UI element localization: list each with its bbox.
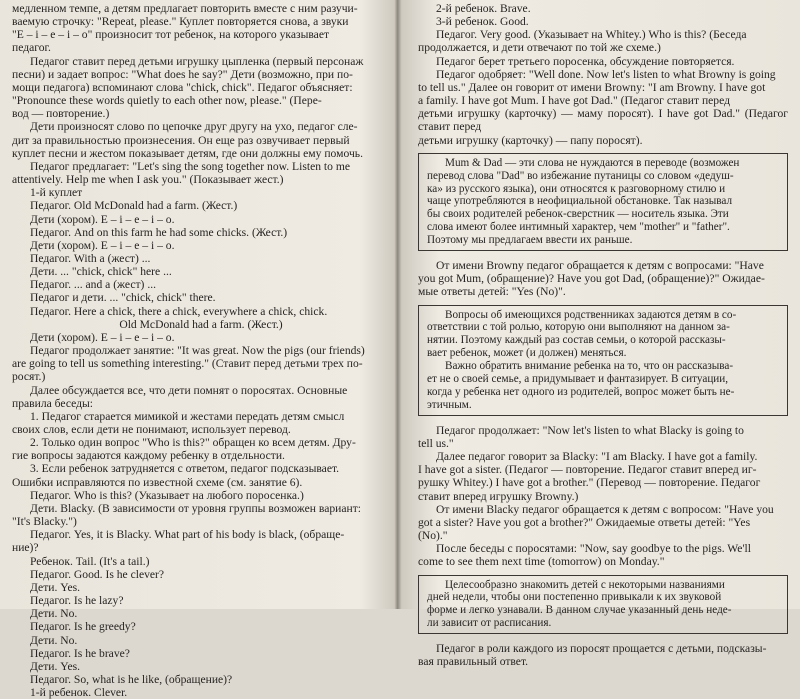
text-line: Педагог продолжает: "Now let's listen to what Blacky is going to [436, 423, 744, 437]
text-line: "Pronounce these words quietly to each other now, please." (Перe- [12, 94, 322, 108]
text-line: От имени Browny педагог обращается к детям с вопросами: "Have [436, 259, 764, 273]
note-line: ли зависит от расписания. [427, 617, 552, 630]
dialogue-line: Педагог. Yes, it is Blacky. What part of his body is black, (обраще- [30, 528, 345, 542]
text-line: Далее обсуждается все, что дети помнят о поросятах. Основные [30, 383, 348, 397]
text-line: педагог. [12, 41, 51, 55]
dialogue-line: "It's Blacky.") [12, 515, 77, 529]
note-line: форме и легко узнавали. В данном случае указанный день неде- [427, 604, 732, 617]
text-line: come to see them next time (tomorrow) on Monday." [418, 555, 665, 569]
text-line: мощи педагога) вспоминают слова "chick, chick". Педагог объясняет: [12, 80, 353, 94]
text-line: вод — повторение.) [12, 107, 110, 121]
note-line: нятии. Поэтому каждый раз состав семьи, о которой рассказы- [427, 334, 726, 347]
text-line: Педагог предлагает: "Let's sing the song together now. Listen to me [30, 159, 351, 173]
text-line: своих слов, если дети не понимают, использует перевод. [12, 423, 291, 436]
note-line: слова имеют более интимный характер, чем "mother" и "father". [427, 221, 730, 234]
text-line: Педагог продолжает занятие: "It was great. Now the pigs (our friends) [30, 344, 365, 358]
text-line: детьми игрушку (карточку) — папу поросят). [418, 133, 643, 147]
right-page [418, 2, 788, 669]
dialogue-line: 2-й ребенок. Brave. [436, 2, 531, 15]
dialogue-line: Old McDonald had a farm. (Жест.) [119, 317, 283, 331]
dialogue-line: Педагог. Is he lazy? [30, 594, 124, 608]
note-line: ет не о своей семье, а придумывает и фантазирует. В ситуации, [427, 373, 729, 386]
dialogue-line: Педагог. Who is this? (Указывает на любого поросенка.) [30, 488, 304, 502]
note-line: Mum & Dad — эти слова не нуждаются в переводе (возможен [445, 156, 740, 169]
dialogue-line: ние)? [12, 541, 39, 555]
text-line: росят.) [12, 370, 46, 384]
note-box-weekdays [418, 575, 788, 635]
text-line: детьми игрушку (карточку) — маму поросят). I have got Dad." (Педагог ставит перед [418, 107, 788, 134]
note-line: ка» из русского языка), они относятся к разговорному стилю и [427, 182, 726, 195]
text-line: 1. Педагог старается мимикой и жестами передать детям смысл [30, 409, 345, 423]
dialogue-line: Педагог. With a (жест) ... [30, 251, 151, 265]
note-line: Целесообразно знакомить детей с некоторыми названиями [445, 578, 725, 591]
dialogue-line: Дети (хором). Е – і – е – і – о. [30, 238, 175, 252]
note-line: дней недели, чтобы они постепенно привыкали к их звуковой [427, 591, 722, 604]
dialogue-line: 3-й ребенок. Good. [436, 15, 529, 29]
text-line: После беседы с поросятами: "Now, say goodbye to the pigs. We'll [436, 542, 751, 556]
text-line: are going to tell us something interesting." (Ставит перед детьми трех по- [12, 357, 363, 371]
dialogue-line: Ребенок. Tail. (It's a tail.) [30, 554, 150, 568]
dialogue-line: Педагог. Good. Is he clever? [30, 567, 165, 581]
text-line: ставит вперед игрушку Browny.) [418, 489, 579, 503]
text-line: Ошибки исправляются по известной схеме (см. занятие 6). [12, 475, 303, 489]
note-line: Поэтому мы предлагаем ввести их раньше. [427, 234, 633, 247]
text-line: to tell us." Далее он говорит от имени Browny: "I am Browny. I have got [418, 80, 766, 94]
verse-heading: 1-й куплет [30, 186, 83, 200]
text-line: От имени Blacky педагог обращается к детям с вопросом: "Have you [436, 502, 774, 516]
dialogue-line: Педагог. Is he brave? [30, 646, 130, 660]
note-line: этичным. [427, 398, 472, 411]
dialogue-line: Педагог и дети. ... "chick, chick" there. [30, 291, 216, 305]
left-page [12, 2, 390, 699]
note-line: Важно обратить внимание ребенка на то, что он рассказыва- [445, 360, 734, 373]
text-line: 2. Только один вопрос "Who is this?" обращен ко всем детям. Дру- [30, 436, 356, 450]
dialogue-line: Дети (хором). Е – і – е – і – о. [30, 212, 175, 226]
text-line: got a sister? Have you got a brother?" Ожидаемые ответы детей: "Yes [418, 515, 751, 529]
text-line: дит за правильностью произнесения. Он еще раз озвучивает первый [12, 133, 350, 147]
dialogue-line: Дети (хором). Е – і – е – і – о. [30, 330, 175, 344]
dialogue-line: Дети. No. [30, 607, 78, 621]
text-line: Дети произносят слово по цепочке друг другу на ухо, педагог сле- [30, 120, 358, 134]
text-line: гие вопросы задаются каждому ребенку в отдельности. [12, 449, 285, 463]
text-line: (No)." [418, 529, 448, 543]
text-line: "Е – і – е – і – о" произносит тот ребенок, на которого указывает [12, 28, 330, 42]
text-line: Педагог в роли каждого из поросят прощается с детьми, подсказы- [436, 642, 767, 656]
text-line: tell us." [418, 436, 454, 450]
text-line: вая правильный ответ. [418, 655, 529, 669]
dialogue-line: Педагог. So, what is he like, (обращение)? [30, 672, 233, 686]
text-line: Далее педагог говорит за Blacky: "I am Blacky. I have got a family. [436, 450, 758, 464]
text-line: куплет песни и жестом показывает детям, где они должны ему помочь. [12, 146, 363, 160]
dialogue-line: 1-й ребенок. Clever. [30, 686, 128, 699]
dialogue-line: Педагог. Very good. (Указывает на Whitey.) Who is this? (Беседа [436, 28, 747, 42]
note-line: когда у ребенка нет одного из родителей, вопрос может быть не- [427, 385, 735, 398]
text-line: ваемую строчку: "Repeat, please." Куплет повторяется снова, а звуки [12, 15, 349, 29]
text-line: Педагог берет третьего поросенка, обсуждение повторяется. [436, 54, 735, 68]
text-line: мые ответы детей: "Yes (No)". [418, 285, 566, 299]
dialogue-line: Дети. Yes. [30, 580, 81, 594]
text-line: a family. I have got Mum. I have got Dad." (Педагог ставит перед [418, 94, 731, 108]
dialogue-line: Дети. Yes. [30, 659, 81, 673]
text-line: Педагог ставит перед детьми игрушку цыпленка (первый персонаж [30, 54, 364, 68]
note-line: вает ребенок, может (и должен) меняться. [427, 347, 627, 360]
dialogue-line: Педагог. And on this farm he had some chicks. (Жест.) [30, 225, 288, 239]
text-line: you got Mum, (обращение)? Have you got Dad, (обращение)?" Ожидае- [418, 272, 765, 286]
text-line: Педагог одобряет: "Well done. Now let's listen to what Browny is going [436, 67, 776, 81]
note-line: бы своих родителей ребенок-сверстник — носитель языка. Эти [427, 208, 729, 221]
note-box-relatives [418, 305, 788, 416]
text-line: песни) и задает вопрос: "What does he say?" Дети (возможно, при по- [12, 67, 353, 81]
dialogue-line: Педагог. Old McDonald had a farm. (Жест.) [30, 199, 238, 213]
text-line: 3. Если ребенок затрудняется с ответом, педагог подсказывает. [30, 462, 340, 476]
note-line: Вопросы об имеющихся родственниках задаются детям в со- [445, 308, 737, 321]
text-line: правила беседы: [12, 396, 94, 410]
text-line: attentively. Help me when I ask you." (Показывает жест.) [12, 173, 284, 187]
note-line: перевод слова "Dad" во избежание путаницы со словом «дедуш- [427, 169, 734, 182]
text-line: рушку Whitey.) I have got a brother." (Перевод — повторение. Педагог [418, 476, 761, 490]
dialogue-line: Дети. ... "chick, chick" here ... [30, 265, 172, 279]
note-line: чаще употребляются в неофициальной обстановке. Так называл [427, 195, 733, 208]
text-line: I have got a sister. (Педагог — повторение. Педагог ставит вперед иг- [418, 463, 757, 477]
dialogue-line: Дети. No. [30, 633, 78, 647]
text-line: медленном темпе, а детям предлагает повторить вместе с ним разучи- [12, 2, 358, 15]
note-box-mum-dad [418, 153, 788, 251]
dialogue-line: Педагог. Here a chick, there a chick, everywhere a chick, chick. [30, 304, 328, 318]
dialogue-line: Педагог. ... and a (жест) ... [30, 278, 157, 292]
dialogue-line: Педагог. Is he greedy? [30, 620, 136, 634]
dialogue-line: Дети. Blacky. (В зависимости от уровня группы возможен вариант: [30, 501, 361, 515]
note-line: ответствии с той ролью, которую они выполняют на данном за- [427, 321, 730, 334]
text-line: продолжается, и дети отвечают по той же схеме.) [418, 41, 661, 55]
